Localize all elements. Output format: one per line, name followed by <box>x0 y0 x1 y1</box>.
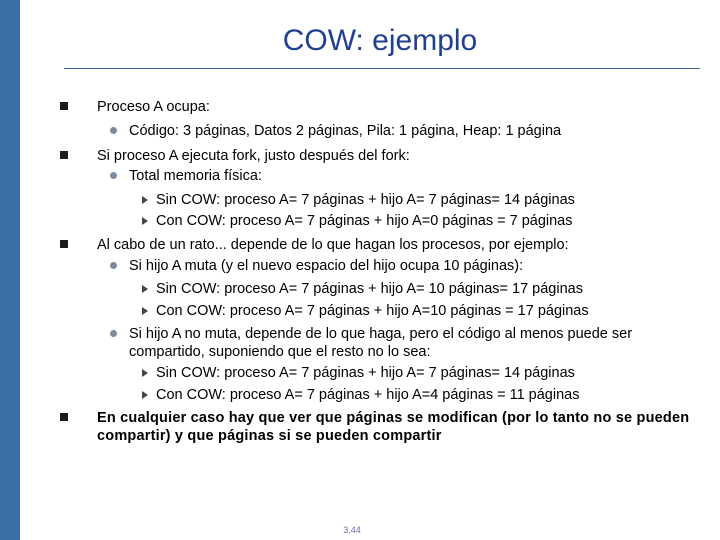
round-bullet-icon <box>110 262 117 269</box>
round-bullet-icon <box>110 172 117 179</box>
bullet-text: Si hijo A no muta, depende de lo que haga, pero el código al menos puede ser compartido, suponiendo que el resto no lo sea: <box>129 326 633 360</box>
bullet-text: En cualquier caso hay que ver que páginas se modifican (por lo tanto no se pueden compartir) y que páginas si se pueden compartir <box>97 410 690 444</box>
round-bullet-icon <box>110 330 117 337</box>
square-bullet-icon <box>60 151 68 159</box>
bullet-text: Con COW: proceso A= 7 páginas + hijo A=0 páginas = 7 páginas <box>156 213 573 229</box>
square-bullet-icon <box>60 240 68 248</box>
bullet-text: Proceso A ocupa: <box>97 99 210 115</box>
triangle-bullet-icon <box>142 391 148 399</box>
bullet-text: Sin COW: proceso A= 7 páginas + hijo A= 10 páginas= 17 páginas <box>156 281 583 297</box>
bullet-text: Con COW: proceso A= 7 páginas + hijo A=10 páginas = 17 páginas <box>156 303 589 319</box>
triangle-bullet-icon <box>142 307 148 315</box>
bullet-text: Si proceso A ejecuta fork, justo después del fork: <box>97 148 410 164</box>
triangle-bullet-icon <box>142 369 148 377</box>
triangle-bullet-icon <box>142 285 148 293</box>
slide-title: COW: ejemplo <box>282 24 478 57</box>
square-bullet-icon <box>60 102 68 110</box>
left-accent-bar <box>0 0 20 540</box>
round-bullet-icon <box>110 127 117 134</box>
title-divider <box>64 68 700 69</box>
page-number: 3.44 <box>343 525 361 535</box>
triangle-bullet-icon <box>142 196 148 204</box>
bullet-text: Con COW: proceso A= 7 páginas + hijo A=4 páginas = 11 páginas <box>156 387 580 403</box>
bullet-text: Código: 3 páginas, Datos 2 páginas, Pila: 1 página, Heap: 1 página <box>129 123 562 139</box>
square-bullet-icon <box>60 413 68 421</box>
bullet-text: Al cabo de un rato... depende de lo que hagan los procesos, por ejemplo: <box>97 237 569 253</box>
triangle-bullet-icon <box>142 217 148 225</box>
bullet-text: Sin COW: proceso A= 7 páginas + hijo A= 7 páginas= 14 páginas <box>156 192 575 208</box>
bullet-text: Si hijo A muta (y el nuevo espacio del hijo ocupa 10 páginas): <box>129 258 524 274</box>
bullet-text: Sin COW: proceso A= 7 páginas + hijo A= 7 páginas= 14 páginas <box>156 365 575 381</box>
bullet-text: Total memoria física: <box>129 168 262 184</box>
